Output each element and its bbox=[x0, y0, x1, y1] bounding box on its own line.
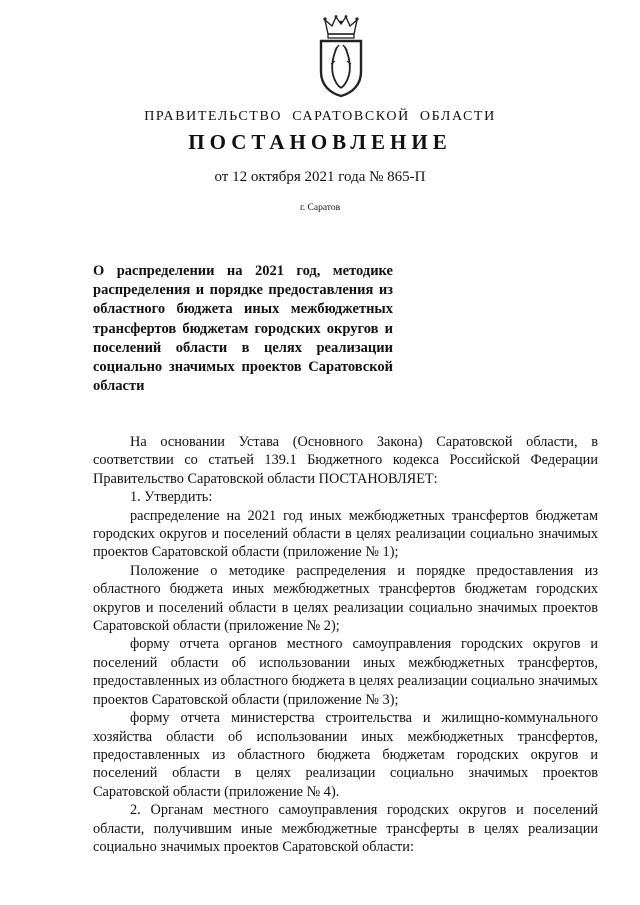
body-paragraph: форму отчета министерства строительства и жилищно-коммунального хозяйства области об использовании иных межбюджетных трансфертов, предоставленных из областного бюджета бюджетам городских округов и поселений области в целях реализации социально значимых проектов Саратовской области (приложение № 4). bbox=[93, 710, 598, 800]
body-paragraph: Положение о методике распределения и порядке предоставления из областного бюджета иных межбюджетных трансфертов бюджетам городских округов и поселений области в целях реализации социально значимых проектов Саратовской области (приложение № 2); bbox=[93, 562, 598, 635]
body-paragraph: распределение на 2021 год иных межбюджетных трансфертов бюджетам городских округов и поселений области в целях реализации социально значимых проектов Саратовской области (приложение № 1); bbox=[93, 507, 598, 561]
body-paragraph: форму отчета органов местного самоуправления городских округов и поселений области об использовании иных межбюджетных трансфертов, предоставленных из областного бюджета в целях реализации социально значимых проектов Саратовской области (приложение № 3); bbox=[93, 636, 598, 708]
document-date-number: от 12 октября 2021 года № 865-П bbox=[214, 169, 426, 185]
document-type-title: ПОСТАНОВЛЕНИЕ bbox=[188, 130, 452, 154]
document-city: г. Саратов bbox=[299, 203, 341, 213]
body-paragraph: На основании Устава (Основного Закона) Саратовской области, в соответствии со статьей 139.1 Бюджетного кодекса Российской Федерации Правительство Саратовской области ПОСТАНОВЛЯЕТ: bbox=[93, 434, 598, 487]
body-paragraph: 1. Утвердить: bbox=[130, 489, 213, 506]
document-subject: О распределении на 2021 год, методике распределения и порядке предоставления из областного бюджета иных межбюджетных трансфертов бюджетам городских округов и поселений области в целях реализации социально значимых проектов Саратовской области bbox=[93, 263, 393, 395]
body-paragraph: 2. Органам местного самоуправления городских округов и поселений области, получившим иные межбюджетные трансферты в целях реализации социально значимых проектов Саратовской области: bbox=[93, 802, 598, 855]
document-body bbox=[93, 433, 598, 856]
issuing-authority: ПРАВИТЕЛЬСТВО САРАТОВСКОЙ ОБЛАСТИ bbox=[144, 109, 496, 124]
coat-of-arms-icon bbox=[317, 14, 365, 98]
